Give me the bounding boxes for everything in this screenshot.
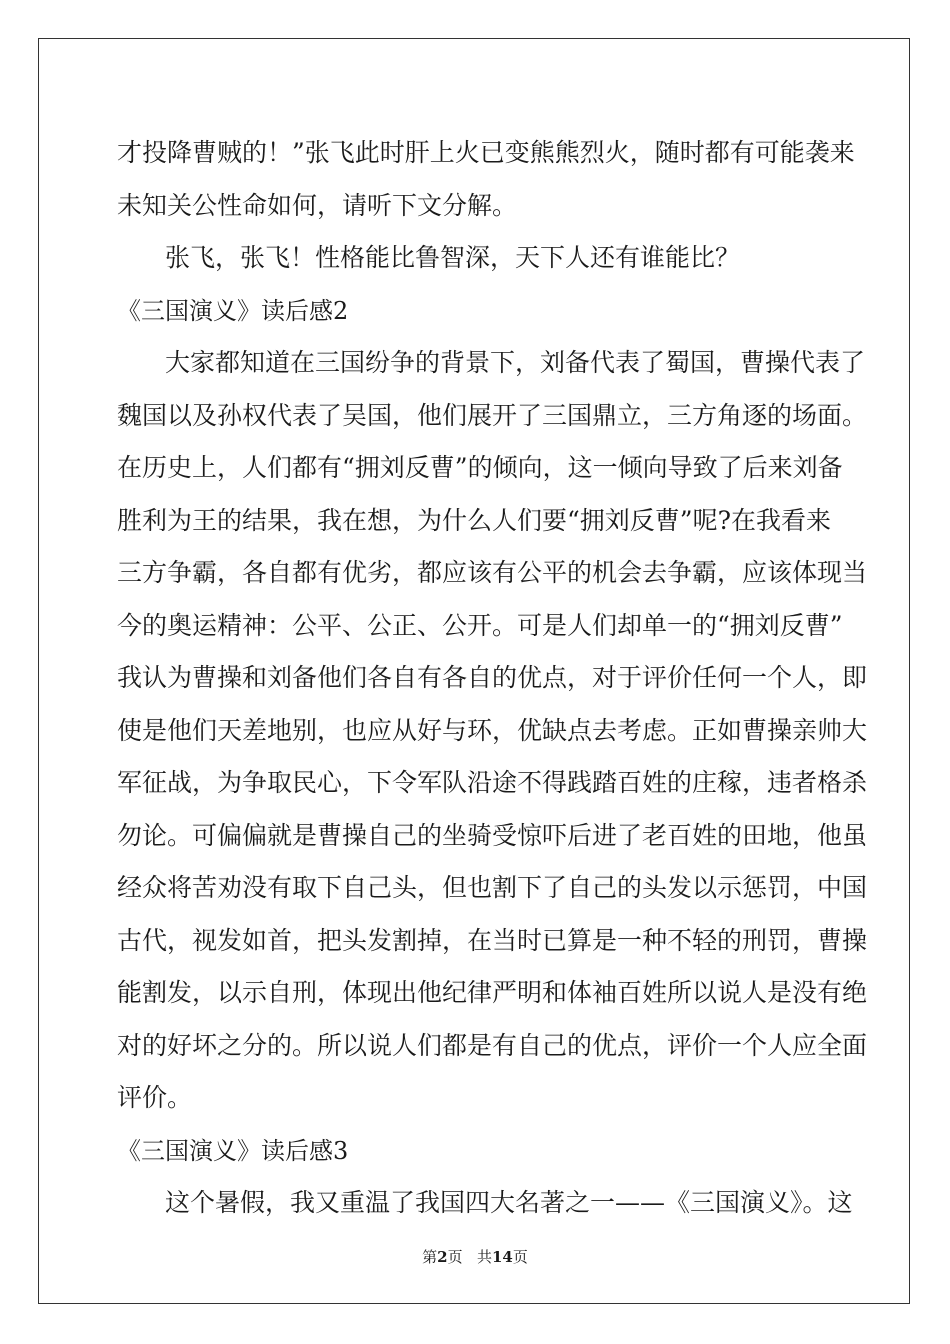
text-line: 能割发，以示自刑，体现出他纪律严明和体袖百姓所以说人是没有绝	[117, 978, 868, 1007]
text-line: 才投降曹贼的！”张飞此时肝上火已变熊熊烈火，随时都有可能袭来	[117, 138, 855, 167]
text-line: 未知关公性命如何，请听下文分解。	[117, 190, 518, 220]
total-pages: 14	[491, 1248, 513, 1266]
text-line: 勿论。可偏偏就是曹操自己的坐骑受惊吓后进了老百姓的田地，他虽	[117, 820, 868, 850]
text-line: 经众将苦劝没有取下自己头，但也割下了自己的头发以示惩罚，中国	[117, 873, 868, 902]
text-line: 胜利为王的结果，我在想，为什么人们要“拥刘反曹”呢?在我看来	[117, 505, 831, 535]
text-line: 今的奥运精神：公平、公正、公开。可是人们却单一的“拥刘反曹”	[117, 610, 843, 640]
text-line: 对的好坏之分的。所以说人们都是有自己的优点，评价一个人应全面	[117, 1030, 868, 1060]
text-line: 魏国以及孙权代表了吴国，他们展开了三国鼎立，三方角逐的场面。	[117, 400, 868, 430]
text-line: 我认为曹操和刘备他们各自有各自的优点，对于评价任何一个人，即	[117, 663, 868, 692]
document-body	[117, 127, 868, 1230]
text-line: 使是他们天差地别，也应从好与环，优缺点去考虑。正如曹操亲帅大	[117, 715, 868, 745]
page-number: 2	[437, 1248, 448, 1266]
page-prefix: 第	[422, 1248, 438, 1266]
page-suffix: 页	[447, 1248, 463, 1266]
text-line: 在历史上，人们都有“拥刘反曹”的倾向，这一倾向导致了后来刘备	[117, 453, 843, 482]
text-line: 军征战，为争取民心，下令军队沿途不得践踏百姓的庄稼，违者格杀	[117, 768, 868, 797]
text-line: 张飞，张飞！性格能比鲁智深，天下人还有谁能比？	[165, 243, 741, 272]
text-line: 三方争霸，各自都有优劣，都应该有公平的机会去争霸，应该体现当	[117, 558, 868, 587]
section-heading: 《三国演义》读后感2	[117, 296, 349, 325]
page-footer	[0, 1246, 950, 1267]
section-heading: 《三国演义》读后感3	[117, 1136, 349, 1165]
text-line: 这个暑假，我又重温了我国四大名著之一——《三国演义》。这	[165, 1188, 853, 1217]
total-suffix: 页	[512, 1248, 528, 1266]
text-line: 大家都知道在三国纷争的背景下，刘备代表了蜀国，曹操代表了	[165, 348, 866, 377]
total-prefix: 共	[476, 1248, 492, 1266]
text-line: 评价。	[117, 1083, 193, 1112]
text-line: 古代，视发如首，把头发割掉，在当时已算是一种不轻的刑罚，曹操	[117, 925, 868, 955]
